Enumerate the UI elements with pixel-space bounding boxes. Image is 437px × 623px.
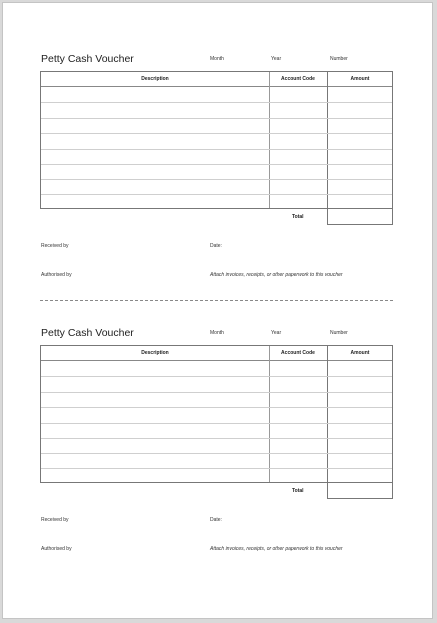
voucher-table	[40, 345, 393, 483]
voucher-1	[3, 53, 434, 313]
voucher-title: Petty Cash Voucher	[41, 327, 134, 339]
year-label: Year	[271, 330, 282, 336]
document-page	[2, 2, 433, 619]
table-header	[41, 346, 392, 361]
column-amount: Amount	[350, 76, 370, 82]
column-account-code: Account Code	[281, 350, 315, 356]
table-row	[41, 164, 392, 165]
table-row	[41, 423, 392, 424]
year-label: Year	[271, 56, 282, 62]
date-label: Date:	[210, 243, 222, 249]
column-account-code: Account Code	[281, 76, 315, 82]
attach-note: Attach invoices, receipts, or other paperwork to this voucher	[210, 272, 343, 278]
table-row	[41, 376, 392, 377]
date-label: Date:	[210, 517, 222, 523]
table-row	[41, 453, 392, 454]
column-description: Description	[141, 350, 169, 356]
column-description: Description	[141, 76, 169, 82]
table-row	[41, 133, 392, 134]
number-label: Number	[330, 56, 348, 62]
table-row	[41, 118, 392, 119]
total-field[interactable]	[327, 208, 393, 225]
column-amount: Amount	[350, 350, 370, 356]
table-row	[41, 468, 392, 469]
total-label: Total	[292, 214, 304, 220]
authorised-by-label: Authorised by	[41, 546, 72, 552]
voucher-2	[3, 327, 434, 587]
column-divider	[269, 72, 270, 208]
number-label: Number	[330, 330, 348, 336]
table-row	[41, 407, 392, 408]
cut-line	[40, 300, 393, 301]
total-label: Total	[292, 488, 304, 494]
total-field[interactable]	[327, 482, 393, 499]
table-row	[41, 438, 392, 439]
table-row	[41, 179, 392, 180]
table-header	[41, 72, 392, 87]
table-row	[41, 149, 392, 150]
column-divider	[327, 346, 328, 482]
month-label: Month	[210, 330, 224, 336]
table-row	[41, 392, 392, 393]
column-divider	[327, 72, 328, 208]
column-divider	[269, 346, 270, 482]
table-row	[41, 194, 392, 195]
received-by-label: Received by	[41, 243, 69, 249]
table-row	[41, 102, 392, 103]
received-by-label: Received by	[41, 517, 69, 523]
voucher-title: Petty Cash Voucher	[41, 53, 134, 65]
month-label: Month	[210, 56, 224, 62]
authorised-by-label: Authorised by	[41, 272, 72, 278]
attach-note: Attach invoices, receipts, or other paperwork to this voucher	[210, 546, 343, 552]
voucher-table	[40, 71, 393, 209]
